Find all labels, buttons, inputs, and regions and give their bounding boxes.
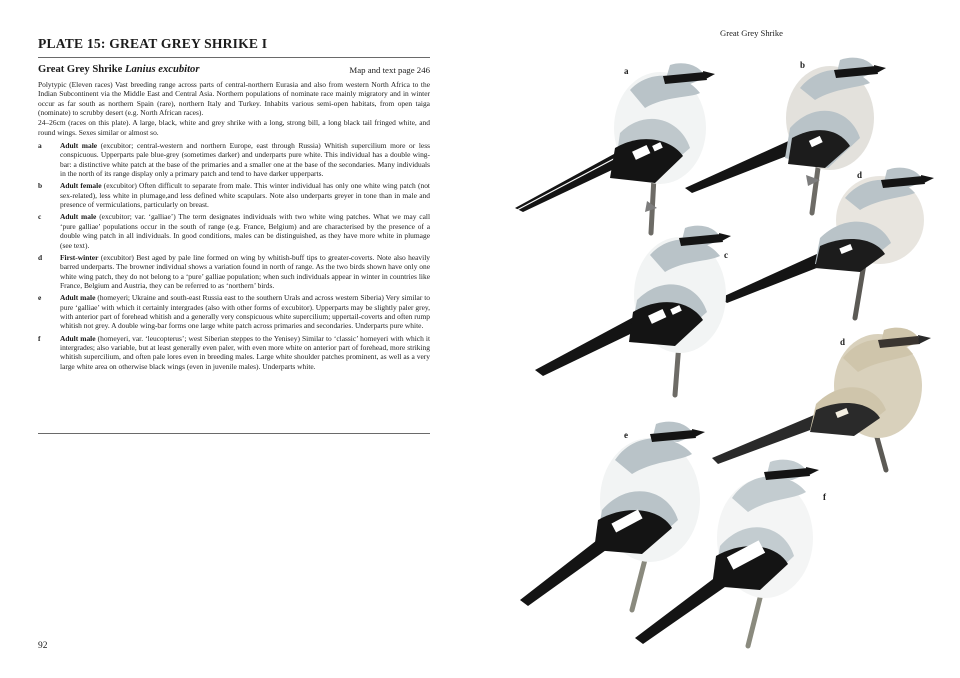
entry-letter: c — [38, 212, 42, 222]
entry-title: Adult male — [60, 141, 98, 151]
entry-letter: e — [38, 293, 42, 303]
species-account — [38, 80, 430, 374]
entry-letter: a — [38, 141, 42, 151]
species-scientific-name: Lanius excubitor — [125, 64, 200, 75]
figure-label-c: c — [724, 250, 728, 260]
figure-label-a: a — [624, 66, 629, 76]
figure-label-d-upper: d — [857, 170, 863, 180]
entry-c — [38, 212, 430, 249]
entry-text — [60, 212, 430, 249]
entry-title: Adult male — [60, 293, 96, 303]
intro-paragraph: Polytypic (Eleven races) Vast breeding range across parts of central-northern Eurasia and also from western North Africa to the Indian Subcontinent via the Middle East and Central Asia. Northern populations of nominate race mainly migratory and in winter occur as far south as northern Spain (rare), northern Italy and Turkey. Inhabits various semi-open habitats, from open taiga (nominate) to scrubby desert (e.g. North African races). — [38, 80, 430, 118]
entry-d — [38, 253, 430, 290]
entry-text — [60, 181, 430, 209]
figure-label-d-lower: d — [840, 337, 846, 347]
figure-label-f: f — [823, 492, 826, 502]
page-number: 92 — [38, 641, 48, 651]
entry-text — [60, 293, 430, 330]
map-reference: Map and text page 246 — [349, 65, 430, 75]
entry-body: Whitish supercilium more or less conspicuous. Upperparts pale blue-grey (sometimes darker) and underparts pure white. This individual has a double wing-bar: a distinctive white patch at the base of the primaries and a smaller one at the base of the secondaries. Many individuals in the north of its range display only a primary patch and tend to have darker upperparts. — [60, 141, 431, 179]
entry-detail: (homeyeri; Ukraine and south-east Russia east to the southern Urals and across western Siberia) — [97, 293, 384, 303]
plate-title: PLATE 15: GREAT GREY SHRIKE I — [38, 36, 268, 51]
entry-body: Often difficult to separate from male. This winter individual has only one white wing patch (not sex-related), less white in plumage,and less defined white scapulars. Note also underparts greyer in tone than in male and presence of vermiculations, particularly on breast. — [60, 181, 430, 210]
entry-letter: b — [38, 181, 43, 191]
species-name — [38, 64, 199, 75]
entry-a — [38, 141, 430, 178]
entry-text — [60, 334, 430, 371]
entry-text — [60, 253, 430, 290]
bottom-rule — [38, 433, 430, 434]
running-header: Great Grey Shrike — [720, 28, 783, 38]
entry-title: Adult male — [60, 333, 96, 343]
entry-e — [38, 293, 430, 330]
entry-body: Best aged by pale line formed on wing by whitish-buff tips to greater-coverts. Note also heavily barred underparts. The browner individual shows a variation found in north of range. As the two birds shown have only one white wing patch, they do not belong to a ‘pure’ galliae population; when such individuals appear in winter in countries like France, Belgium and Austria, they can be referred to as ‘northern’ birds. — [60, 252, 430, 290]
entry-body: The term designates individuals with two white wing patches. What we may call ‘pure galliae’ populations occur in the south of range (e.g. France, Belgium) and are characterised by the presence of a double wing patch in all individuals. In good conditions, males can be distinguished, as they have more white in plumage (see text). — [60, 212, 431, 250]
size-paragraph: 24–26cm (races on this plate). A large, black, white and grey shrike with a long, strong bill, a long black tail fringed white, and round wings. Sexes similar or almost so. — [38, 118, 430, 137]
entry-title: First-winter — [60, 252, 99, 262]
entry-title: Adult female — [60, 181, 102, 191]
species-heading — [38, 64, 430, 78]
top-rule — [38, 57, 430, 58]
entry-body: Similar to ‘classic’ homeyeri with which it intergrades; also variable, but at least generally even paler, with even more white on anterior part of forehead, more striking whitish supercilium, and often pale lores even in breeding males. Large white shoulder patches prominent, as well as a very large white area on otherwise black wings (even in juvenile males). Underparts white. — [60, 333, 431, 371]
entry-letter: d — [38, 252, 43, 262]
species-common-name: Great Grey Shrike — [38, 64, 123, 75]
text-page — [38, 0, 430, 678]
entry-b — [38, 181, 430, 209]
entry-detail: (excubitor; central-western and northern Europe, east through Russia) — [100, 141, 321, 151]
entry-letter: f — [38, 333, 41, 343]
figure-label-b: b — [800, 60, 806, 70]
entry-f — [38, 334, 430, 371]
figure-label-e: e — [624, 430, 628, 440]
shrike-illustration-f — [630, 438, 840, 653]
entry-detail: (excubitor) — [100, 252, 134, 262]
entry-detail: (excubitor) — [103, 181, 137, 191]
shrike-illustration-c — [525, 200, 735, 400]
entry-body: Very similar to pure ‘galliae’ with which it certainly intergrades (also with other forms of excubitor). Upperparts may be slightly paler grey, with anterior part of forehead whitish and a generally very conspicuous white supercilium; uppertail-coverts and often rump whitish not grey. A double wing-bar forms one large white patch across primaries and secondaries. Underparts pure white. — [60, 293, 431, 331]
entry-detail: (excubitor; var. ‘galliae’) — [99, 212, 176, 222]
shrike-illustration-d-upper — [715, 158, 940, 323]
entry-text — [60, 141, 430, 178]
entry-title: Adult male — [60, 212, 97, 222]
entry-detail: (homeyeri, var. ‘leucopterus’; west Siberian steppes to the Yenisey) — [97, 333, 300, 343]
